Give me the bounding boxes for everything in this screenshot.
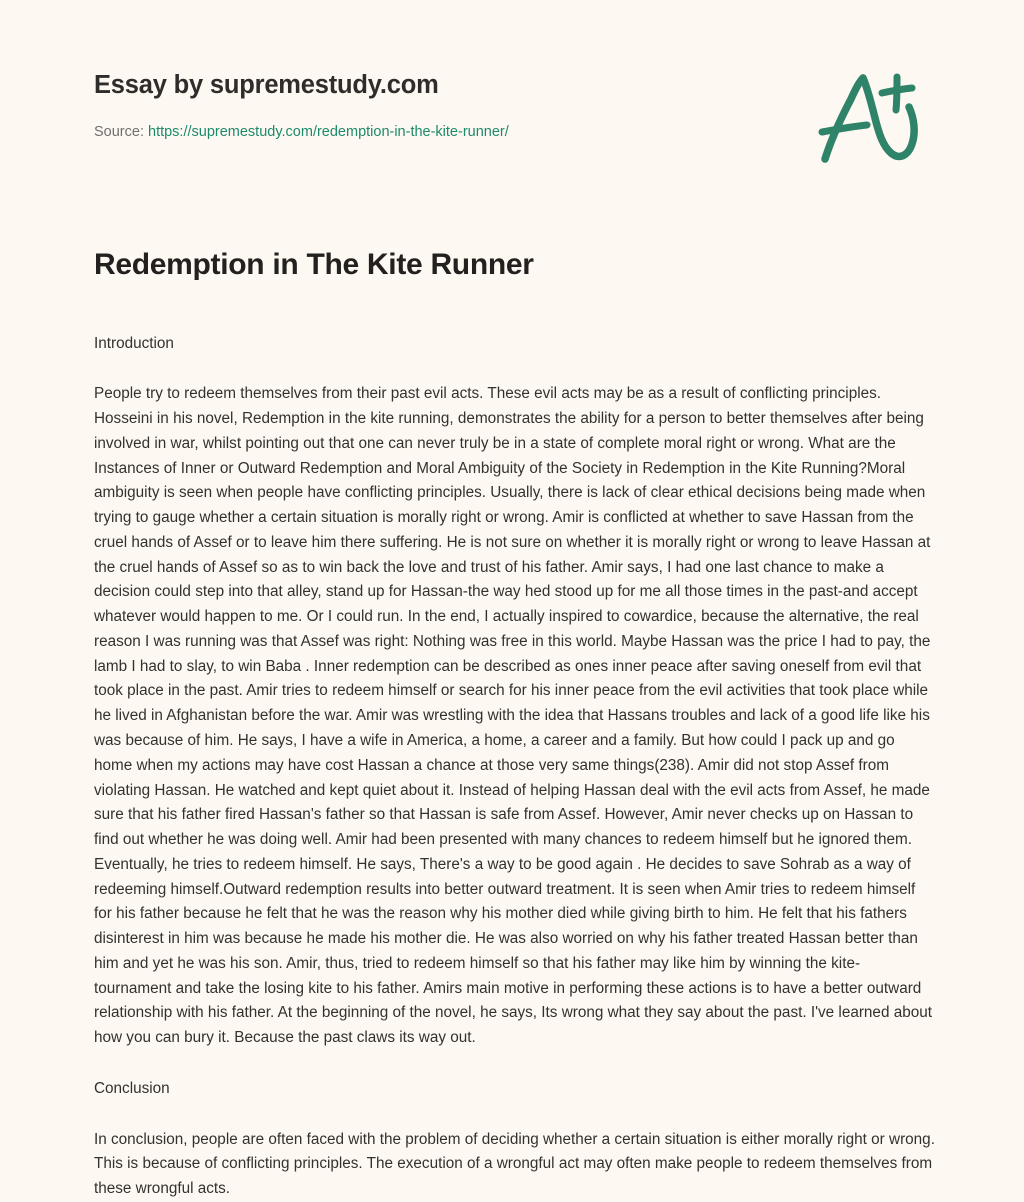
- page-title: Redemption in The Kite Runner: [94, 248, 534, 281]
- source-line: [94, 123, 509, 142]
- source-label: Source:: [94, 124, 148, 140]
- conclusion-heading: Conclusion: [94, 1079, 170, 1097]
- conclusion-paragraph: In conclusion, people are often faced with the problem of deciding whether a certain situation is either morally right or wrong. This is because of conflicting principles. The execution of a wrongful act may often make people to redeem themselves from these wrongful acts.: [94, 1130, 935, 1198]
- page-header: [0, 0, 1024, 200]
- article-body: [94, 246, 936, 1202]
- brand-title: Essay by supremestudy.com: [94, 71, 439, 99]
- introduction-paragraph: People try to redeem themselves from their past evil acts. These evil acts may be as a result of conflicting principles. Hosseini in his novel, Redemption in the kite running, demonstrates the ability for a person to better themselves after being involved in war, whilst pointing out that one can never truly be in a state of complete moral right or wrong. What are the Instances of Inner or Outward Redemption and Moral Ambiguity of the Society in Redemption in the Kite Running?Moral ambiguity is seen when people have conflicting principles. Usually, there is lack of clear ethical decisions being made when trying to gauge whether a certain situation is morally right or wrong. Amir is conflicted at whether to save Hassan from the cruel hands of Assef or to leave him there suffering. He is not sure on whether it is morally right or wrong to leave Hassan at the cruel hands of Assef so as to win back the love and trust of his father. Amir says, I had one last chance to make a decision could step into that alley, stand up for Hassan-the way hed stood up for me all those times in the past-and accept whatever would happen to me. Or I could run. In the end, I actually inspired to cowardice, because the alternative, the real reason I was running was that Assef was right: Nothing was free in this world. Maybe Hassan was the price I had to pay, the lamb I had to slay, to win Baba . Inner redemption can be described as ones inner peace after saving oneself from evil that took place in the past. Amir tries to redeem himself or search for his inner peace from the evil activities that took place while he lived in Afghanistan before the war. Amir was wrestling with the idea that Hassans troubles and lack of a good life like his was because of him. He says, I have a wife in America, a home, a career and a family. But how could I pack up and go home when my actions may have cost Hassan a chance at those very same things(238). Amir did not stop Assef from violating Hassan. He watched and kept quiet about it. Instead of helping Hassan deal with the evil acts from Assef, he made sure that his father fired Hassan's father so that Hassan is safe from Assef. However, Amir never checks up on Hassan to find out whether he was doing well. Amir had been presented with many chances to redeem himself but he ignored them. Eventually, he tries to redeem himself. He says, There's a way to be good again . He decides to save Sohrab as a way of redeeming himself.Outward redemption results into better outward treatment. It is seen when Amir tries to redeem himself for his father because he felt that he was the reason why his mother died while giving birth to him. He felt that his fathers disinterest in him was because he made his mother die. He was also worried on why his father treated Hassan better than him and yet he was his son. Amir, thus, tried to redeem himself so that his father may like him by winning the kite-tournament and take the losing kite to his father. Amirs main motive in performing these actions is to have a better outward relationship with his father. At the beginning of the novel, he says, Its wrong what they say about the past. I've learned about how you can bury it. Because the past claws its way out.: [94, 385, 932, 1047]
- source-url-link[interactable]: https://supremestudy.com/redemption-in-the-kite-runner/: [148, 124, 509, 140]
- a-plus-logo-icon: [805, 62, 930, 172]
- introduction-heading: Introduction: [94, 334, 174, 352]
